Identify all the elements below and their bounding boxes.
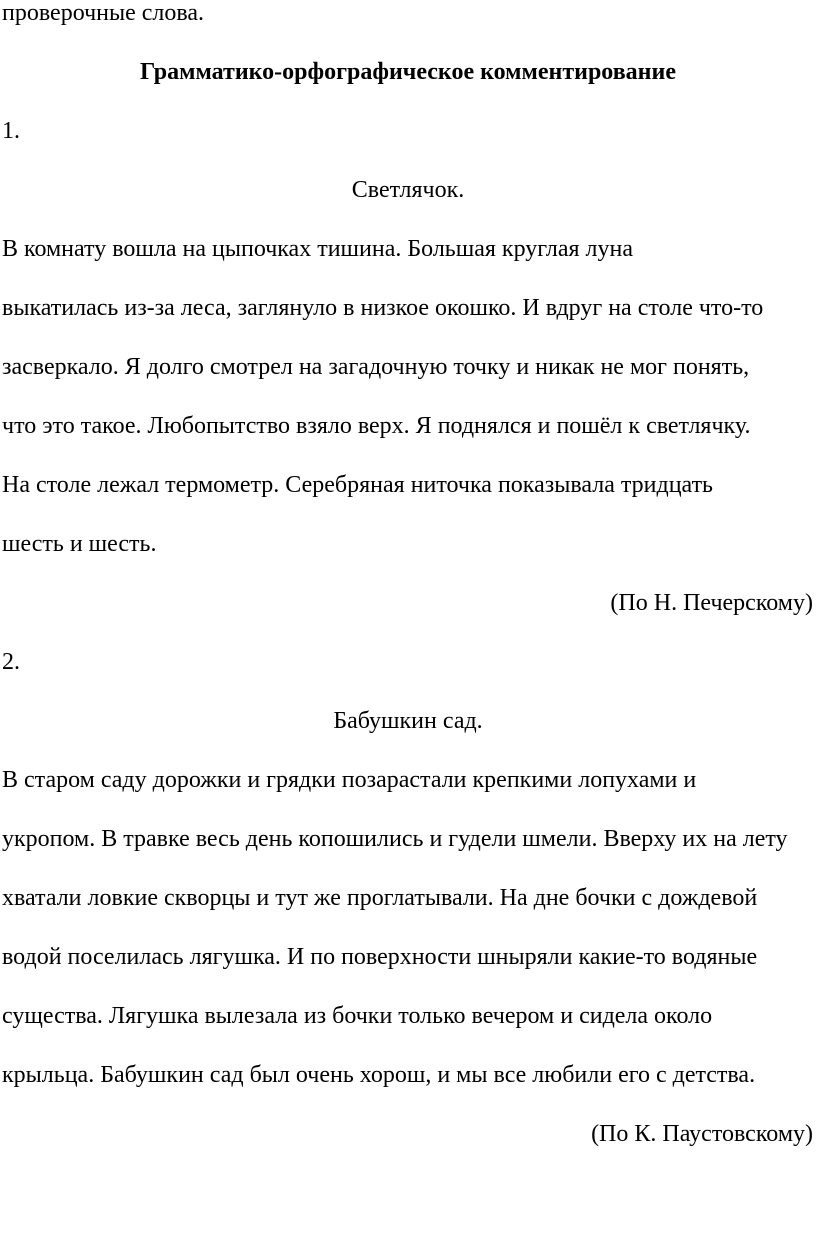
- text-line: В комнату вошла на цыпочках тишина. Большая круглая луна: [2, 236, 634, 262]
- text-line: что это такое. Любопытство взяло верх. Я поднялся и пошёл к светлячку.: [2, 413, 751, 439]
- text-line: хватали ловкие скворцы и тут же проглатывали. На дне бочки с дождевой: [2, 885, 758, 911]
- text-line: существа. Лягушка вылезала из бочки только вечером и сидела около: [2, 1003, 713, 1029]
- section-1-attribution: (По Н. Печерскому): [610, 590, 813, 616]
- section-1-number: 1.: [2, 118, 20, 144]
- text-line: В старом саду дорожки и грядки позарастали крепкими лопухами и: [2, 767, 697, 793]
- text-line: шесть и шесть.: [2, 531, 157, 557]
- text-line: водой поселилась лягушка. И по поверхности шныряли какие-то водяные: [2, 944, 758, 970]
- section-2-attribution: (По К. Паустовскому): [591, 1121, 813, 1147]
- section-2-number: 2.: [2, 649, 20, 675]
- document-heading: Грамматико-орфографическое комментирование: [140, 59, 676, 85]
- text-line: выкатилась из-за леса, заглянуло в низкое окошко. И вдруг на столе что-то: [2, 295, 764, 321]
- text-line: крыльца. Бабушкин сад был очень хорош, и мы все любили его с детства.: [2, 1062, 756, 1088]
- text-line: На столе лежал термометр. Серебряная ниточка показывала тридцать: [2, 472, 713, 498]
- section-2-title: Бабушкин сад.: [333, 708, 483, 734]
- leading-text-line: проверочные слова.: [2, 0, 205, 26]
- text-line: укропом. В травке весь день копошились и гудели шмели. Вверху их на лету: [2, 826, 788, 852]
- text-line: засверкало. Я долго смотрел на загадочную точку и никак не мог понять,: [2, 354, 750, 380]
- section-1-title: Светлячок.: [351, 177, 465, 203]
